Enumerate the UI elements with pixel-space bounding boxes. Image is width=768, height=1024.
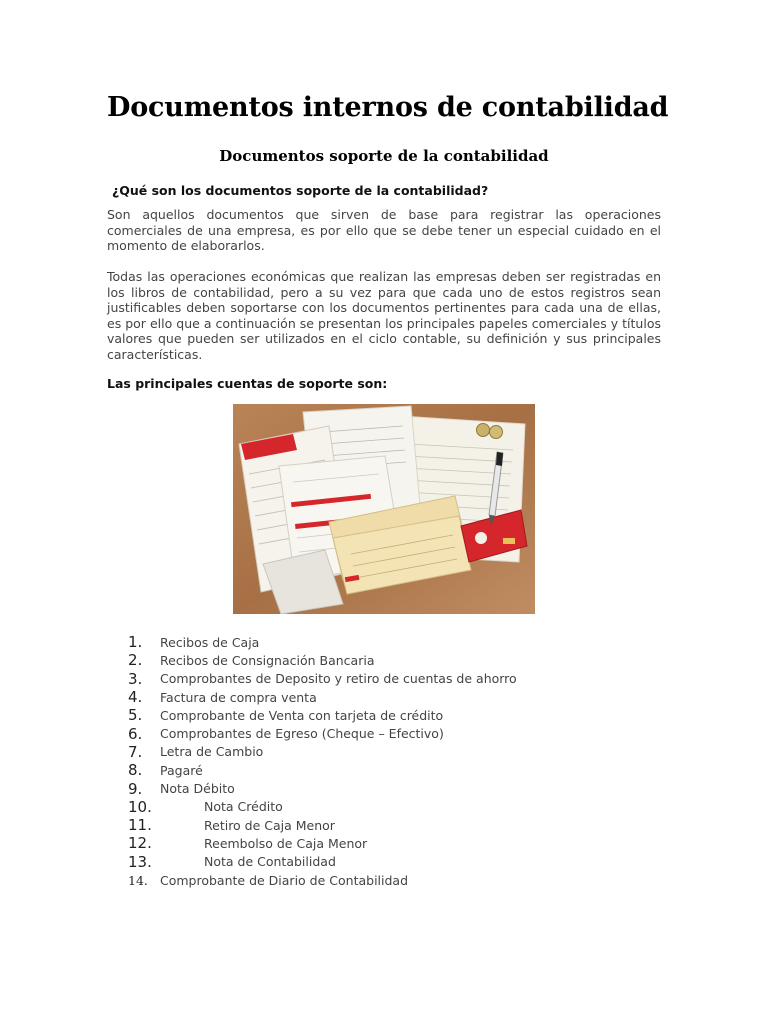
list-label: Reembolso de Caja Menor [204, 835, 368, 851]
list-item [128, 798, 517, 816]
list-label: Nota de Contabilidad [204, 854, 336, 870]
list-label: Comprobante de Diario de Contabilidad [160, 872, 409, 888]
list-label: Pagaré [160, 762, 203, 778]
list-number: 8. [128, 761, 143, 780]
list-item [128, 853, 517, 871]
list-item [128, 743, 517, 761]
coin-2 [490, 426, 503, 439]
list-label: Retiro de Caja Menor [204, 817, 335, 833]
coin-1 [477, 424, 490, 437]
list-item [128, 724, 517, 742]
list-item [128, 651, 517, 669]
question-heading: ¿Qué son los documentos soporte de la contabilidad? [112, 183, 489, 198]
page-title: Documentos internos de contabilidad [107, 92, 669, 123]
list-number: 5. [128, 706, 143, 725]
list-number: 12. [128, 834, 152, 853]
list-number: 9. [128, 779, 143, 798]
list-number: 1. [128, 633, 143, 652]
list-label: Comprobantes de Deposito y retiro de cuentas de ahorro [160, 671, 517, 687]
list-label: Comprobante de Venta con tarjeta de crédito [160, 707, 444, 723]
list-label: Nota Crédito [204, 799, 283, 815]
list-number: 2. [128, 651, 143, 670]
paragraph-definition: Son aquellos documentos que sirven de base para registrar las operaciones comerciales de una empresa, es por ello que se debe tener un especial cuidado en el momento de elaborarlos. [107, 207, 661, 253]
list-item [128, 834, 517, 852]
list-number: 7. [128, 742, 143, 761]
list-number: 3. [128, 669, 143, 688]
list-number: 13. [128, 852, 152, 871]
list-item [128, 688, 517, 706]
paragraph-operations: Todas las operaciones económicas que realizan las empresas deben ser registradas en los libros de contabilidad, pero a su vez para que cada uno de estos registros sean justificables deben soportarse con los documentos pertinentes para cada una de ellas, es por ello que a continuación se presentan los principales papeles comerciales y títulos valores que pueden ser utilizados en el ciclo contable, su definición y sus principales características. [107, 269, 661, 362]
list-item [128, 816, 517, 834]
supporting-documents-list [128, 633, 517, 889]
list-heading: Las principales cuentas de soporte son: [107, 376, 388, 391]
list-label: Factura de compra venta [160, 689, 317, 705]
list-number: 6. [128, 724, 143, 743]
list-item [128, 633, 517, 651]
list-number: 14. [128, 872, 148, 888]
list-label: Comprobantes de Egreso (Cheque – Efectivo) [160, 726, 444, 742]
list-item [128, 670, 517, 688]
list-item [128, 706, 517, 724]
documents-photo-illustration [233, 404, 535, 614]
list-label: Nota Débito [160, 781, 235, 797]
list-label: Recibos de Caja [160, 634, 260, 650]
list-number: 10. [128, 797, 152, 816]
list-label: Recibos de Consignación Bancaria [160, 652, 375, 668]
list-number: 11. [128, 816, 152, 835]
list-item [128, 871, 517, 889]
list-number: 4. [128, 688, 143, 707]
section-subtitle: Documentos soporte de la contabilidad [219, 147, 549, 165]
list-item [128, 761, 517, 779]
list-label: Letra de Cambio [160, 744, 264, 760]
documents-photo [233, 404, 535, 614]
list-item [128, 779, 517, 797]
